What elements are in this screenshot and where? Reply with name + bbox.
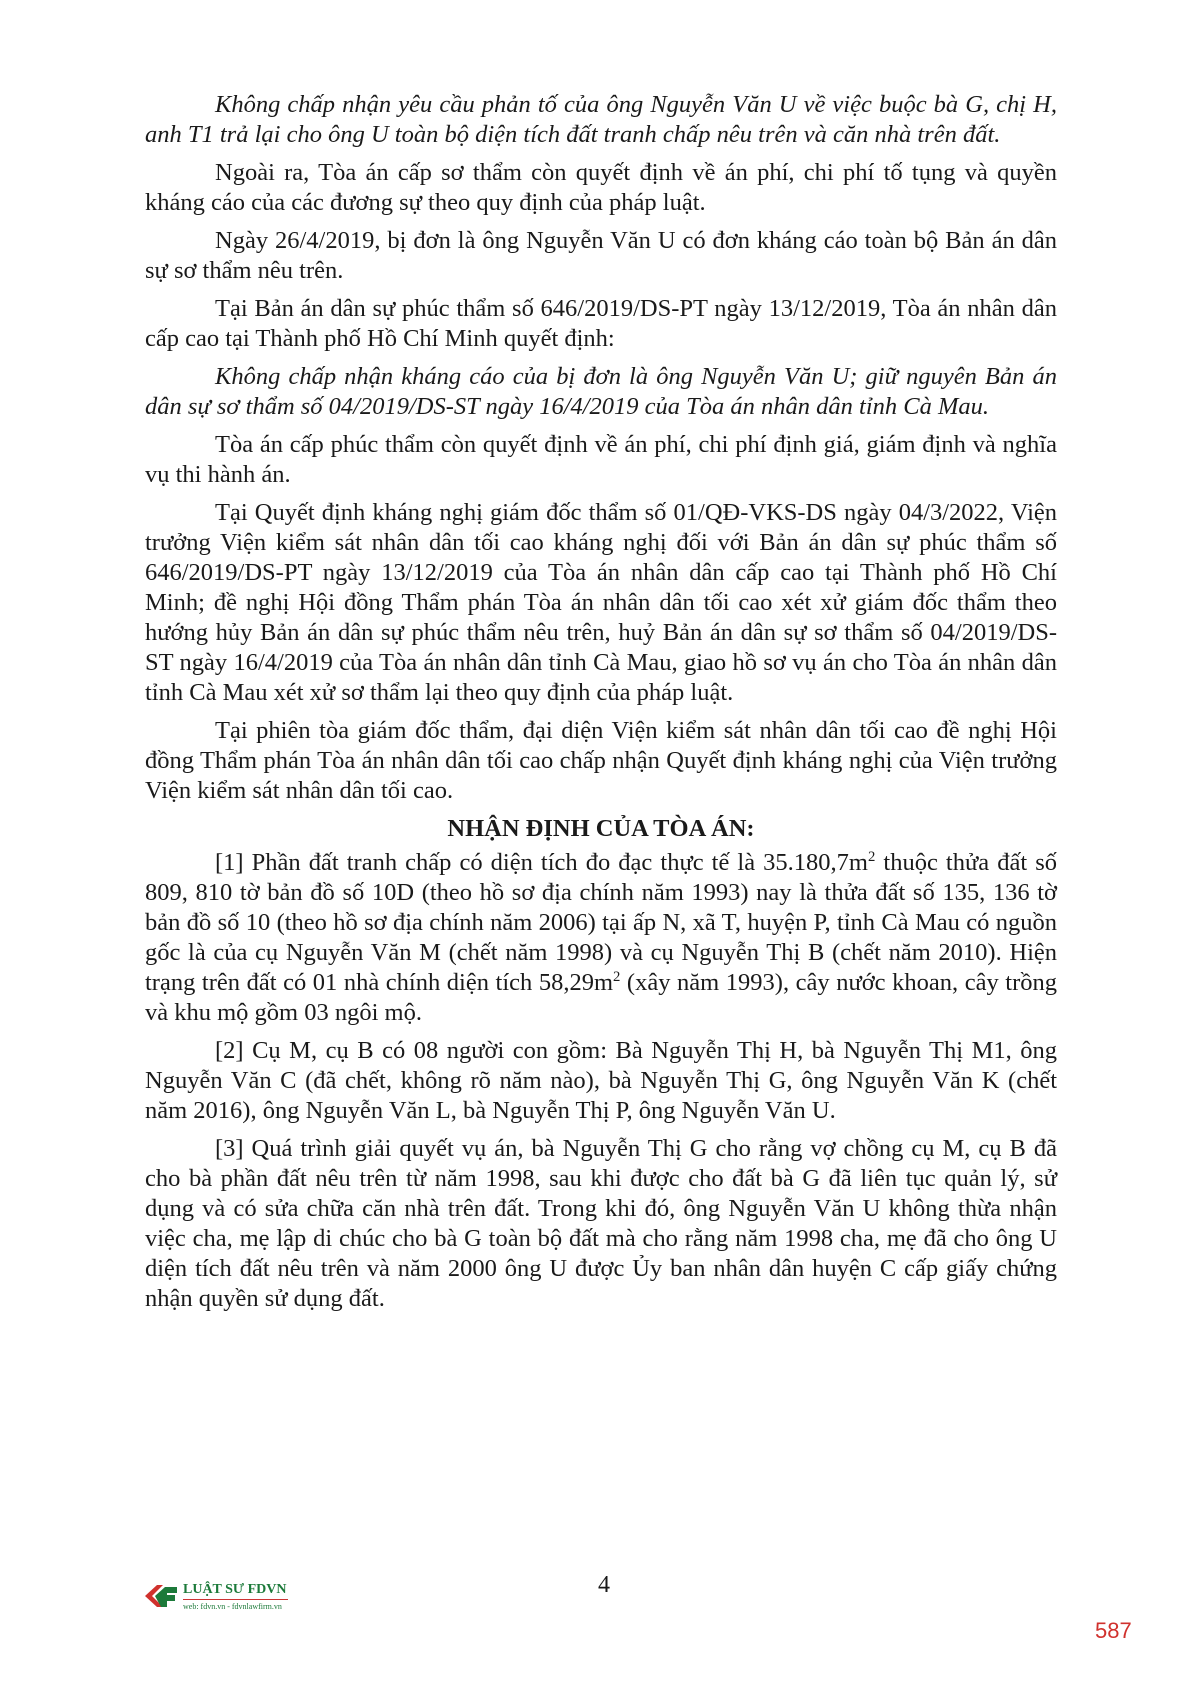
- text: (xây năm 1993), cây nước khoan, cây trồng và khu mộ gồm 03 ngôi mộ.: [145, 969, 1057, 1026]
- text: [1] Phần đất tranh chấp có diện tích đo đạc thực tế là 35.180,7m: [215, 849, 868, 876]
- finding-paragraph: [3] Quá trình giải quyết vụ án, bà Nguyễn Thị G cho rằng vợ chồng cụ M, cụ B đã cho bà phần đất nêu trên từ năm 1998, sau khi được cho đất bà G đã liên tục quản lý, sử dụng và có sửa chữa căn nhà trên đất. Trong khi đó, ông Nguyễn Văn U không thừa nhận việc cha, mẹ lập di chúc cho bà G toàn bộ đất mà cho rằng năm 1998 cha, mẹ đã cho ông U diện tích đất nêu trên và năm 2000 ông U được Ủy ban nhân dân huyện C cấp giấy chứng nhận quyền sử dụng đất.: [145, 1135, 1057, 1312]
- paragraph: Không chấp nhận yêu cầu phản tố của ông Nguyễn Văn U về việc buộc bà G, chị H, anh T1 trả lại cho ông U toàn bộ diện tích đất tranh chấp nêu trên và căn nhà trên đất.: [145, 91, 1057, 148]
- logo-name: LUẬT SƯ FDVN: [183, 1582, 287, 1597]
- superscript: 2: [613, 968, 621, 985]
- finding-paragraph: [145, 848, 1057, 1028]
- paragraph: Không chấp nhận kháng cáo của bị đơn là ông Nguyễn Văn U; giữ nguyên Bản án dân sự sơ thẩm số 04/2019/DS-ST ngày 16/4/2019 của Tòa án nhân dân tỉnh Cà Mau.: [145, 363, 1057, 420]
- page-number: 4: [598, 1572, 610, 1598]
- logo-divider: [183, 1599, 288, 1600]
- paragraph: Tòa án cấp phúc thẩm còn quyết định về án phí, chi phí định giá, giám định và nghĩa vụ thi hành án.: [145, 431, 1057, 488]
- document-body: [145, 90, 1057, 1322]
- paragraph: Ngày 26/4/2019, bị đơn là ông Nguyễn Văn U có đơn kháng cáo toàn bộ Bản án dân sự sơ thẩm nêu trên.: [145, 227, 1057, 284]
- logo-website: web: fdvn.vn - fdvnlawfirm.vn: [183, 1602, 282, 1611]
- paragraph: Tại phiên tòa giám đốc thẩm, đại diện Viện kiểm sát nhân dân tối cao đề nghị Hội đồng Thẩm phán Tòa án nhân dân tối cao chấp nhận Quyết định kháng nghị của Viện trưởng Viện kiểm sát nhân dân tối cao.: [145, 717, 1057, 804]
- text: thuộc thửa đất số 809, 810 tờ bản đồ số 10D (theo hồ sơ địa chính năm 1993) nay là thửa đất số 135, 136 tờ bản đồ số 10 (theo hồ sơ địa chính năm 2006) tại ấp N, xã T, huyện P, tỉnh Cà Mau có nguồn gốc là của cụ Nguyễn Văn M (chết năm 1998) và cụ Nguyễn Thị B (chết năm 2010). Hiện trạng trên đất có 01 nhà chính diện tích 58,29m: [145, 849, 1058, 996]
- stamp-number: 587: [1095, 1618, 1132, 1643]
- paragraph: Ngoài ra, Tòa án cấp sơ thẩm còn quyết định về án phí, chi phí tố tụng và quyền kháng cáo của các đương sự theo quy định của pháp luật.: [145, 159, 1057, 216]
- finding-paragraph: [2] Cụ M, cụ B có 08 người con gồm: Bà Nguyễn Thị H, bà Nguyễn Thị M1, ông Nguyễn Văn C (đã chết, không rõ năm nào), bà Nguyễn Thị G, ông Nguyễn Văn K (chết năm 2016), ông Nguyễn Văn L, bà Nguyễn Thị P, ông Nguyễn Văn U.: [145, 1037, 1057, 1124]
- fdvn-logo: [143, 1582, 293, 1618]
- section-heading: NHẬN ĐỊNH CỦA TÒA ÁN:: [447, 815, 755, 842]
- paragraph: Tại Quyết định kháng nghị giám đốc thẩm số 01/QĐ-VKS-DS ngày 04/3/2022, Viện trưởng Viện kiểm sát nhân dân tối cao kháng nghị đối với Bản án dân sự phúc thẩm số 646/2019/DS-PT ngày 13/12/2019 của Tòa án nhân dân cấp cao tại Thành phố Hồ Chí Minh; đề nghị Hội đồng Thẩm phán Tòa án nhân dân tối cao xét xử giám đốc thẩm theo hướng hủy Bản án dân sự phúc thẩm nêu trên, huỷ Bản án dân sự sơ thẩm số 04/2019/DS-ST ngày 16/4/2019 của Tòa án nhân dân tỉnh Cà Mau, giao hồ sơ vụ án cho Tòa án nhân dân tỉnh Cà Mau xét xử sơ thẩm lại theo quy định của pháp luật.: [145, 499, 1057, 706]
- superscript: 2: [868, 848, 876, 865]
- logo-mark-icon: [143, 1582, 179, 1610]
- paragraph: Tại Bản án dân sự phúc thẩm số 646/2019/DS-PT ngày 13/12/2019, Tòa án nhân dân cấp cao tại Thành phố Hồ Chí Minh quyết định:: [145, 295, 1057, 352]
